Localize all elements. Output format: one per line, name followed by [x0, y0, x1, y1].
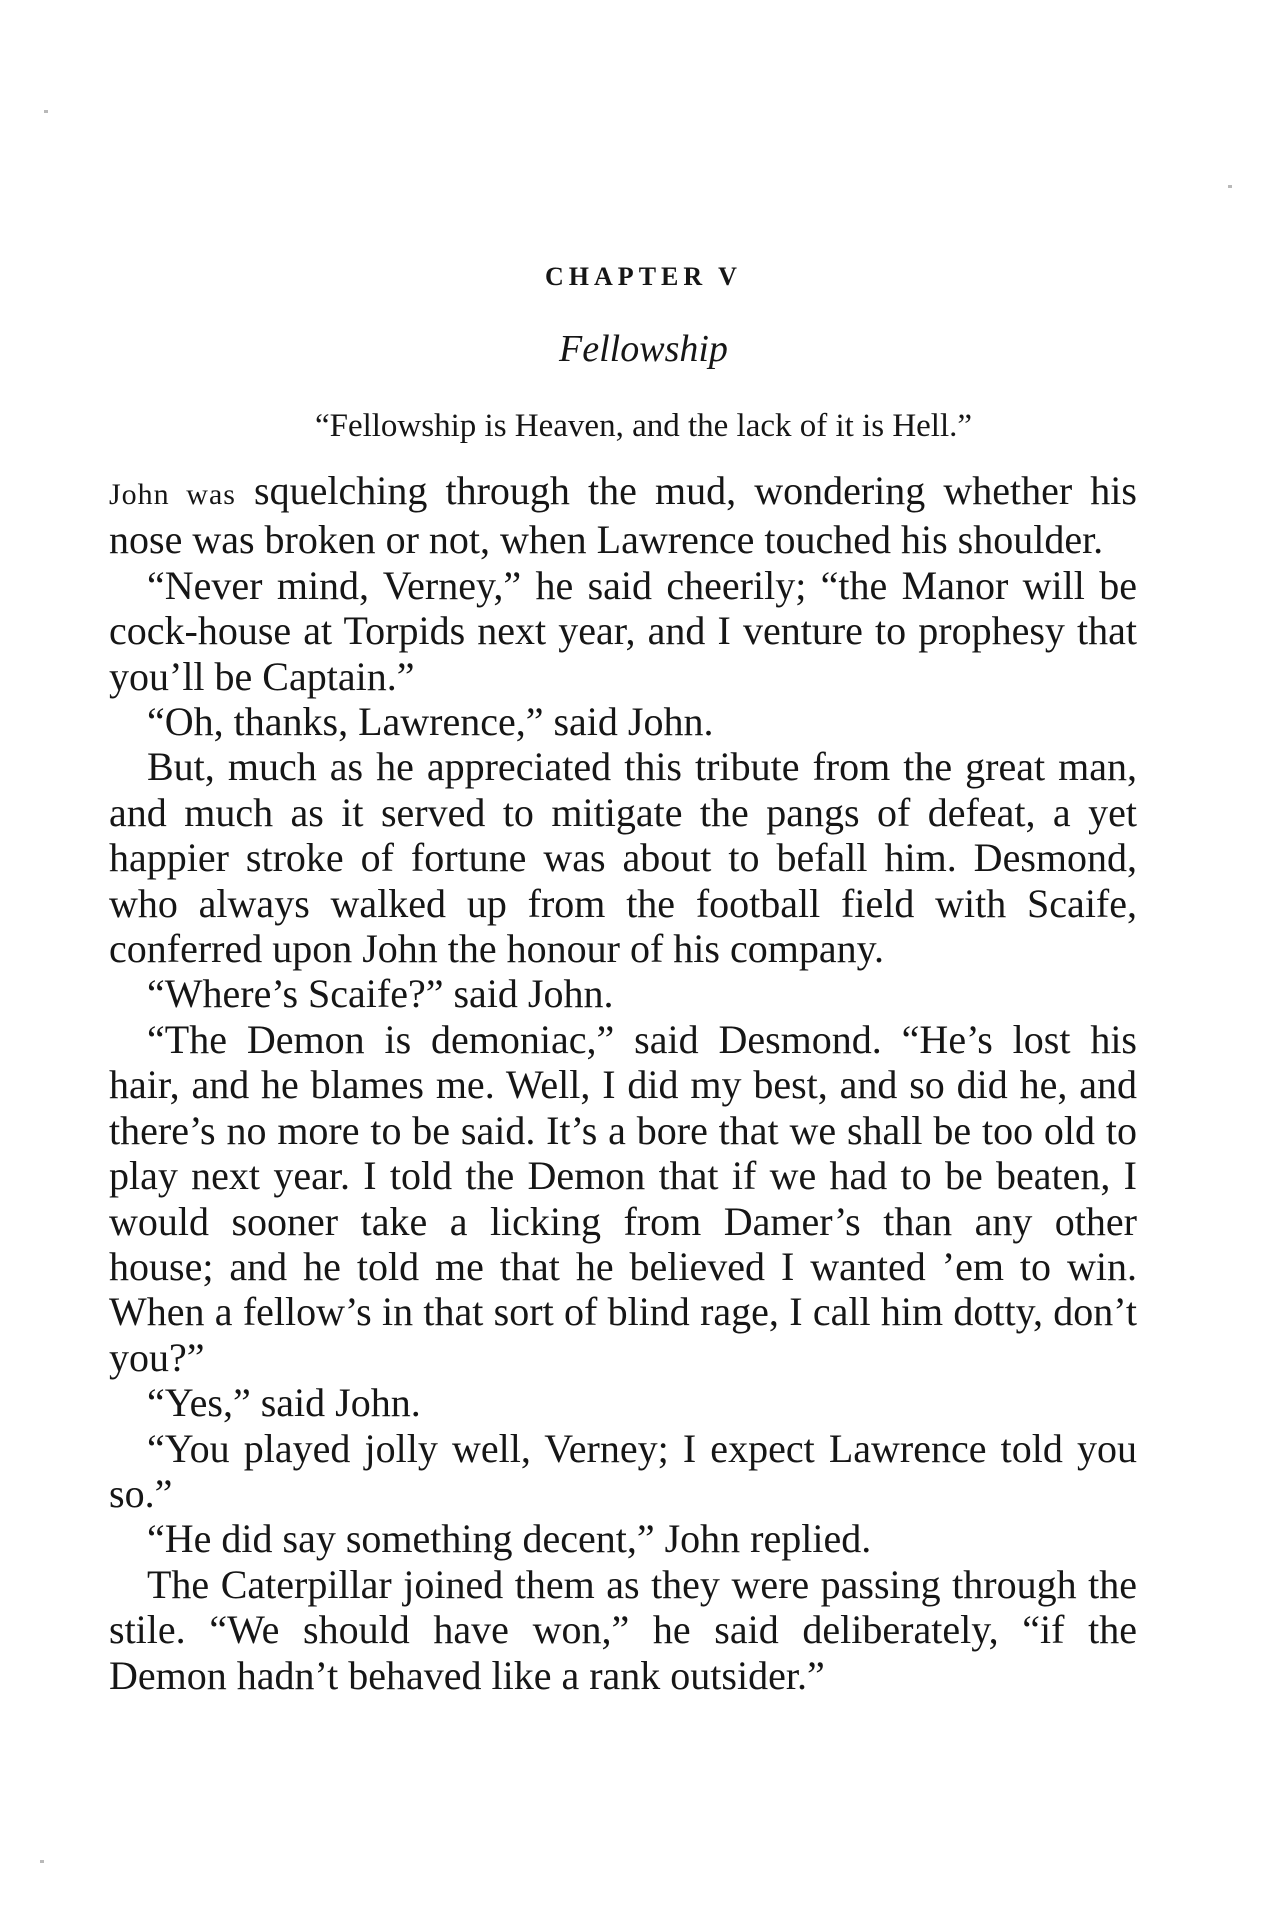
paragraph: “The Demon is demoniac,” said Desmond. “He’s lost his hair, and he blames me. Well, I did my best, and so did he, and there’s no more to be said. It’s a bore that we shall be too old to play next year. I told the Demon that if we had to be beaten, I would sooner take a licking from Damer’s than any other house; and he told me that he believed I wanted ’em to win. When a fellow’s in that sort of blind rage, I call him dotty, don’t you?”: [109, 1016, 1137, 1380]
chapter-body: [109, 468, 1137, 1698]
paragraph: [109, 468, 1137, 563]
chapter-title: Fellowship: [559, 328, 728, 370]
paragraph: “Yes,” said John.: [147, 1380, 421, 1426]
scan-speck: [44, 110, 48, 113]
chapter-heading: CHAPTER V: [545, 262, 742, 291]
paragraph: “He did say something decent,” John replied.: [147, 1516, 872, 1562]
paragraph-lead-small-caps: John was: [109, 478, 236, 511]
paragraph: “You played jolly well, Verney; I expect Lawrence told you so.”: [109, 1425, 1137, 1516]
scan-speck: [1228, 185, 1232, 188]
paragraph: But, much as he appreciated this tribute from the great man, and much as it served to mitigate the pangs of defeat, a yet happier stroke of fortune was about to befall him. Desmond, who always walked up from the football field with Scaife, conferred upon John the honour of his company.: [109, 744, 1137, 972]
paragraph: “Where’s Scaife?” said John.: [147, 971, 614, 1017]
paragraph: The Caterpillar joined them as they were passing through the stile. “We should have won,” he said deliberately, “if the Demon hadn’t behaved like a rank outsider.”: [109, 1561, 1137, 1698]
paragraph: “Oh, thanks, Lawrence,” said John.: [147, 699, 714, 745]
paragraph: “Never mind, Verney,” he said cheerily; “the Manor will be cock-house at Torpids next year, and I venture to prophesy that you’ll be Captain.”: [109, 562, 1137, 699]
scan-speck: [40, 1860, 44, 1863]
paragraph-text: squelching through the mud, wondering whether his nose was broken or not, when Lawrence touched his shoulder.: [109, 468, 1137, 563]
epigraph: “Fellowship is Heaven, and the lack of it is Hell.”: [314, 408, 973, 444]
